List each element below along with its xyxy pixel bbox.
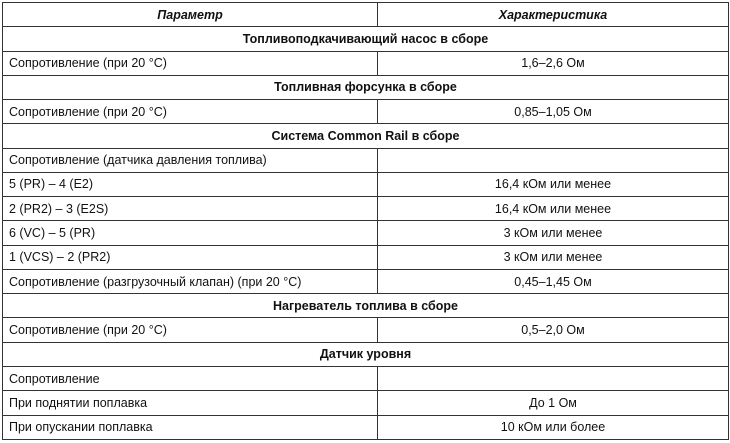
param-cell: Сопротивление (при 20 °С) (3, 51, 378, 75)
table-row (3, 172, 729, 196)
section-row (3, 342, 729, 366)
table-row (3, 366, 729, 390)
spec-table (2, 2, 729, 440)
table-row (3, 148, 729, 172)
param-cell: Сопротивление (датчика давления топлива) (3, 148, 378, 172)
section-title: Датчик уровня (3, 342, 729, 366)
table-row (3, 221, 729, 245)
param-cell: 5 (PR) – 4 (E2) (3, 172, 378, 196)
section-row (3, 294, 729, 318)
param-cell: При поднятии поплавка (3, 391, 378, 415)
table-row (3, 100, 729, 124)
value-cell (378, 366, 729, 390)
table-row (3, 245, 729, 269)
table-row (3, 415, 729, 439)
section-title: Топливоподкачивающий насос в сборе (3, 27, 729, 51)
param-cell: 6 (VC) – 5 (PR) (3, 221, 378, 245)
table-row (3, 318, 729, 342)
table-row (3, 269, 729, 293)
param-cell: Сопротивление (при 20 °С) (3, 100, 378, 124)
value-cell: 10 кОм или более (378, 415, 729, 439)
param-cell: При опускании поплавка (3, 415, 378, 439)
value-cell: 0,5–2,0 Ом (378, 318, 729, 342)
param-cell: Сопротивление (3, 366, 378, 390)
param-cell: 1 (VCS) – 2 (PR2) (3, 245, 378, 269)
header-param: Параметр (3, 3, 378, 27)
section-title: Нагреватель топлива в сборе (3, 294, 729, 318)
param-cell: Сопротивление (при 20 °С) (3, 318, 378, 342)
value-cell: 3 кОм или менее (378, 221, 729, 245)
param-cell: 2 (PR2) – 3 (E2S) (3, 197, 378, 221)
section-title: Топливная форсунка в сборе (3, 75, 729, 99)
table-row (3, 391, 729, 415)
section-title: Система Common Rail в сборе (3, 124, 729, 148)
section-row (3, 27, 729, 51)
param-cell: Сопротивление (разгрузочный клапан) (при 20 °С) (3, 269, 378, 293)
value-cell: 16,4 кОм или менее (378, 172, 729, 196)
table-row (3, 51, 729, 75)
section-row (3, 124, 729, 148)
table-row (3, 197, 729, 221)
value-cell: До 1 Ом (378, 391, 729, 415)
value-cell (378, 148, 729, 172)
table-header-row (3, 3, 729, 27)
value-cell: 1,6–2,6 Ом (378, 51, 729, 75)
value-cell: 16,4 кОм или менее (378, 197, 729, 221)
section-row (3, 75, 729, 99)
value-cell: 0,85–1,05 Ом (378, 100, 729, 124)
header-value: Характеристика (378, 3, 729, 27)
value-cell: 0,45–1,45 Ом (378, 269, 729, 293)
value-cell: 3 кОм или менее (378, 245, 729, 269)
